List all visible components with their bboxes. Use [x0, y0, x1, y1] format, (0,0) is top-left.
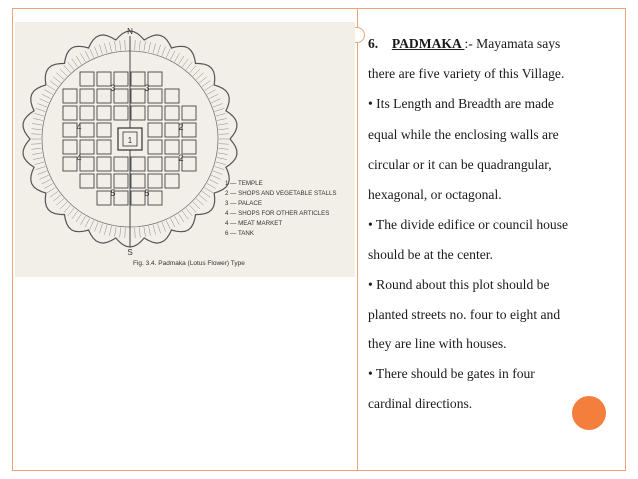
plot-cell [165, 106, 179, 120]
plot-cell [131, 72, 145, 86]
frame-left-line [12, 8, 13, 471]
text-line: they are line with houses. [368, 336, 507, 351]
plot-cell [182, 140, 196, 154]
frame-bottom-line [12, 470, 626, 471]
padmaka-plan-figure [15, 22, 355, 277]
plot-cell [131, 191, 145, 205]
plot-cell [114, 174, 128, 188]
plot-cell [114, 89, 128, 103]
legend-item: 3 — PALACE [225, 200, 263, 207]
text-line: • Its Length and Breadth are made [368, 96, 554, 111]
text-line: planted streets no. four to eight and [368, 307, 561, 322]
heading-rest: :- Mayamata says [464, 36, 561, 51]
plot-cell [114, 191, 128, 205]
plot-cell [182, 106, 196, 120]
plot-cell [80, 157, 94, 171]
plot-cell [97, 191, 111, 205]
text-line: • There should be gates in four [368, 366, 535, 381]
plot-number-top-1: 3 [110, 83, 116, 93]
plot-cell [114, 157, 128, 171]
plot-cell [97, 72, 111, 86]
frame-right-line [625, 8, 626, 471]
plot-cell [148, 174, 162, 188]
plot-number-bottom-1: 5 [110, 188, 116, 198]
center-plot-number: 1 [127, 136, 133, 145]
legend-item: 2 — SHOPS AND VEGETABLE STALLS [225, 190, 337, 197]
heading-number: 6. [368, 36, 379, 51]
text-line: circular or it can be quadrangular, [368, 157, 552, 172]
plot-cell [80, 174, 94, 188]
plot-cell [148, 106, 162, 120]
figure-legend [225, 180, 337, 237]
plot-cell [114, 72, 128, 86]
plot-cell [63, 89, 77, 103]
plot-cell [165, 123, 179, 137]
plot-cell [80, 123, 94, 137]
plot-cell [97, 89, 111, 103]
plot-cell [80, 89, 94, 103]
plot-cell [114, 106, 128, 120]
plot-cell [131, 157, 145, 171]
plot-cell [148, 72, 162, 86]
plot-cell [63, 106, 77, 120]
frame-top-line [12, 8, 626, 9]
legend-item: 4 — MEAT MARKET [225, 220, 283, 227]
plot-cell [165, 157, 179, 171]
plot-cell [80, 72, 94, 86]
plot-cell [80, 106, 94, 120]
south-label: S [127, 248, 133, 257]
plot-cell [131, 89, 145, 103]
plot-cell [131, 174, 145, 188]
plot-cell [182, 157, 196, 171]
legend-item: 4 — SHOPS FOR OTHER ARTICLES [225, 210, 330, 217]
plot-cell [63, 157, 77, 171]
plot-number-left-2: 4 [76, 153, 82, 163]
decorative-circle [572, 396, 606, 430]
text-line: should be at the center. [368, 247, 493, 262]
plot-cell [97, 174, 111, 188]
plot-cell [80, 140, 94, 154]
text-line: there are five variety of this Village. [368, 66, 565, 81]
text-line: equal while the enclosing walls are [368, 127, 559, 142]
plot-number-left-1: 4 [76, 122, 82, 132]
plot-cell [148, 140, 162, 154]
plot-cell [97, 106, 111, 120]
plot-cell [63, 123, 77, 137]
plot-number-right-2: 2 [178, 153, 184, 163]
heading-title: PADMAKA [391, 36, 465, 51]
legend-item: 1 — TEMPLE [225, 180, 263, 187]
vertical-divider [357, 8, 358, 471]
plot-cell [148, 89, 162, 103]
plot-cell [148, 123, 162, 137]
figure-caption: Fig. 3.4. Padmaka (Lotus Flower) Type [133, 260, 245, 267]
plot-number-top-2: 3 [144, 83, 150, 93]
plot-cell [97, 123, 111, 137]
plot-cell [148, 191, 162, 205]
plot-cell [131, 106, 145, 120]
north-label: N [127, 27, 133, 36]
plot-cell [182, 123, 196, 137]
heading-line [368, 36, 560, 52]
plot-cell [165, 174, 179, 188]
legend-item: 6 — TANK [225, 230, 254, 237]
plot-number-bottom-2: 5 [144, 188, 150, 198]
text-line: cardinal directions. [368, 396, 473, 411]
plot-cell [63, 140, 77, 154]
text-line: • Round about this plot should be [368, 277, 550, 292]
text-line: hexagonal, or octagonal. [368, 187, 502, 202]
village-plan-drawing [15, 22, 355, 277]
plot-number-right-1: 2 [178, 122, 184, 132]
plot-cell [165, 89, 179, 103]
text-line: • The divide edifice or council house [368, 217, 569, 232]
plot-cell [148, 157, 162, 171]
plot-cell [165, 140, 179, 154]
plot-cell [97, 157, 111, 171]
plot-cell [97, 140, 111, 154]
